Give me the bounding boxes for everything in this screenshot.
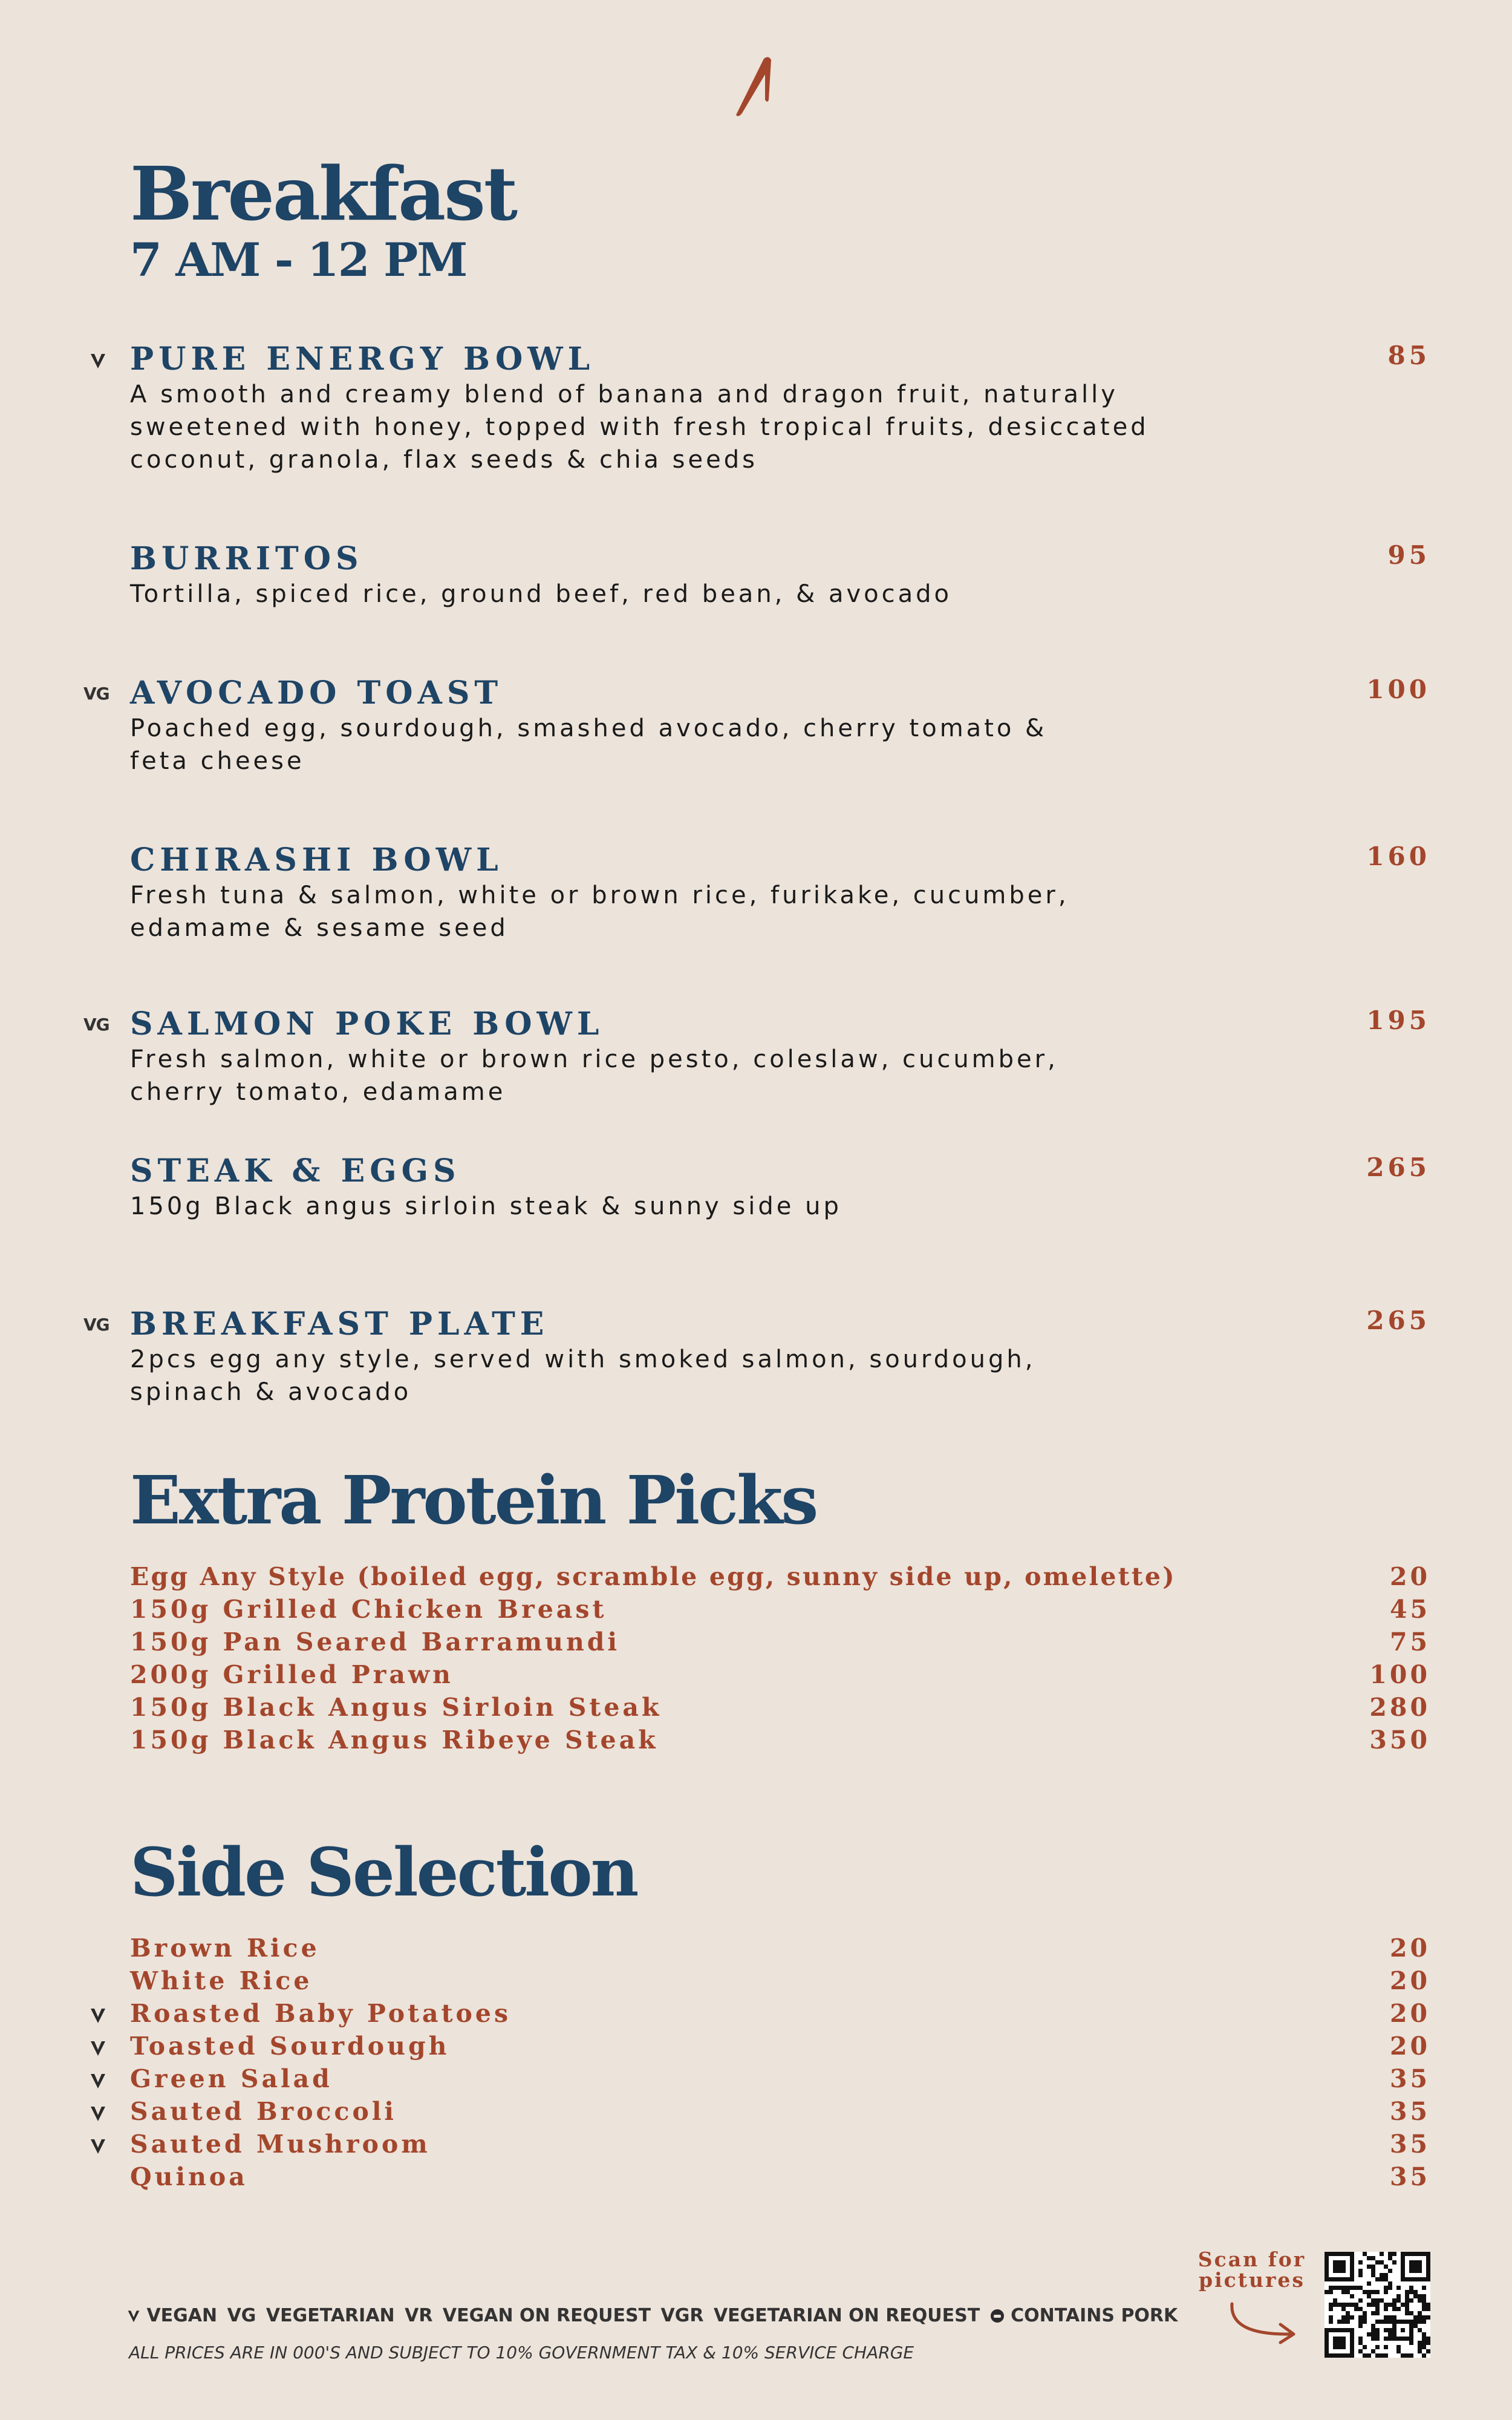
arrow-icon	[1225, 2299, 1303, 2347]
list-item	[0, 2130, 1512, 2162]
protein-price: 75	[1389, 1627, 1430, 1656]
item-description: Tortilla, spiced rice, ground beef, red bean, & avocado	[130, 580, 953, 608]
protein-price: 350	[1369, 1725, 1430, 1754]
side-name: Toasted Sourdough	[130, 2032, 450, 2061]
vegan-on-request-icon: VR	[405, 2305, 433, 2326]
protein-name: 200g Grilled Prawn	[130, 1660, 454, 1689]
item-description: 150g Black angus sirloin steak & sunny side up	[130, 1192, 842, 1220]
protein-name: 150g Black Angus Sirloin Steak	[130, 1693, 662, 1722]
item-name: BURRITOS	[130, 540, 363, 577]
legend-vegan: VEGAN	[146, 2305, 218, 2326]
item-price: 265	[1366, 1153, 1430, 1182]
list-item	[0, 1562, 1512, 1595]
item-price: 100	[1366, 675, 1430, 704]
protein-price: 100	[1369, 1660, 1430, 1689]
side-name: Quinoa	[130, 2162, 248, 2191]
brand-logo-icon	[729, 51, 783, 118]
side-name: Sauted Mushroom	[130, 2130, 431, 2159]
price-note: ALL PRICES ARE IN 000'S AND SUBJECT TO 10% GOVERNMENT TAX & 10% SERVICE CHARGE	[129, 2343, 914, 2363]
section-title: Side Selection	[130, 1833, 637, 1911]
side-price: 35	[1389, 2097, 1430, 2126]
item-name: PURE ENERGY BOWL	[130, 341, 595, 378]
list-item	[0, 2097, 1512, 2130]
side-name: Roasted Baby Potatoes	[130, 1999, 512, 2028]
item-name: STEAK & EGGS	[130, 1153, 461, 1189]
side-price: 20	[1389, 2032, 1430, 2061]
vegetarian-icon: VG	[83, 684, 109, 704]
side-price: 35	[1389, 2064, 1430, 2093]
protein-price: 20	[1389, 1562, 1430, 1591]
vegetarian-on-request-icon: VGR	[660, 2305, 704, 2326]
dietary-legend	[127, 2305, 1181, 2326]
item-description: Fresh tuna & salmon, white or brown rice, furikake, cucumber, edamame & sesame seed	[130, 881, 1069, 942]
vegan-icon	[90, 2072, 106, 2090]
list-item	[0, 1999, 1512, 2032]
service-hours: 7 AM - 12 PM	[130, 233, 467, 287]
qr-label: Scan for pictures	[1198, 2248, 1306, 2292]
list-item	[0, 1595, 1512, 1627]
side-name: Green Salad	[130, 2064, 333, 2093]
vegan-icon	[90, 2104, 106, 2122]
side-price: 35	[1389, 2162, 1430, 2191]
qr-code[interactable]	[1325, 2252, 1430, 2358]
item-description: A smooth and creamy blend of banana and dragon fruit, naturally sweetened with honey, topped with fresh tropical fruits, desiccated coconut, granola, flax seeds & chia seeds	[130, 381, 1149, 474]
vegan-icon	[90, 2137, 106, 2155]
vegan-icon	[90, 2039, 106, 2057]
list-item	[0, 1934, 1512, 1966]
vegetarian-icon: VG	[83, 1015, 109, 1035]
side-name: Sauted Broccoli	[130, 2097, 397, 2126]
list-item	[0, 1966, 1512, 1999]
list-item	[0, 2162, 1512, 2195]
vegan-icon	[90, 2006, 106, 2024]
item-price: 95	[1387, 540, 1430, 570]
legend-vegan-on-request: VEGAN ON REQUEST	[442, 2305, 651, 2326]
list-item	[0, 1693, 1512, 1725]
item-name: AVOCADO TOAST	[130, 675, 503, 711]
page-title: Breakfast	[130, 150, 516, 237]
item-description: Fresh salmon, white or brown rice pesto, coleslaw, cucumber, cherry tomato, edamame	[130, 1045, 1058, 1106]
item-price: 160	[1366, 842, 1430, 871]
item-description: 2pcs egg any style, served with smoked salmon, sourdough, spinach & avocado	[130, 1346, 1036, 1406]
vegan-icon	[127, 2309, 140, 2323]
protein-name: Egg Any Style (boiled egg, scramble egg, sunny side up, omelette)	[130, 1562, 1176, 1591]
vegetarian-icon: VG	[83, 1315, 109, 1335]
list-item	[0, 1725, 1512, 1758]
item-price: 85	[1387, 341, 1430, 370]
pork-icon	[990, 2309, 1005, 2323]
side-price: 20	[1389, 1999, 1430, 2028]
side-name: Brown Rice	[130, 1934, 320, 1963]
protein-price: 280	[1369, 1693, 1430, 1722]
item-name: BREAKFAST PLATE	[130, 1306, 549, 1342]
side-price: 35	[1389, 2130, 1430, 2159]
protein-price: 45	[1389, 1595, 1430, 1624]
legend-vegetarian: VEGETARIAN	[266, 2305, 395, 2326]
side-price: 20	[1389, 1966, 1430, 1995]
vegan-icon	[90, 352, 106, 370]
list-item	[0, 1660, 1512, 1693]
list-item	[0, 2032, 1512, 2064]
item-name: CHIRASHI BOWL	[130, 842, 503, 878]
side-name: White Rice	[130, 1966, 313, 1995]
side-price: 20	[1389, 1934, 1430, 1963]
legend-vegetarian-on-request: VEGETARIAN ON REQUEST	[713, 2305, 980, 2326]
legend-pork: CONTAINS PORK	[1011, 2305, 1178, 2326]
list-item	[0, 2064, 1512, 2097]
list-item	[0, 1627, 1512, 1660]
item-price: 265	[1366, 1306, 1430, 1335]
protein-name: 150g Black Angus Ribeye Steak	[130, 1725, 659, 1754]
vegetarian-icon: VG	[227, 2305, 256, 2326]
item-description: Poached egg, sourdough, smashed avocado, cherry tomato & feta cheese	[130, 715, 1048, 775]
item-name: SALMON POKE BOWL	[130, 1006, 604, 1042]
protein-name: 150g Pan Seared Barramundi	[130, 1627, 621, 1656]
section-title: Extra Protein Picks	[130, 1461, 817, 1539]
item-price: 195	[1366, 1006, 1430, 1035]
protein-name: 150g Grilled Chicken Breast	[130, 1595, 607, 1624]
